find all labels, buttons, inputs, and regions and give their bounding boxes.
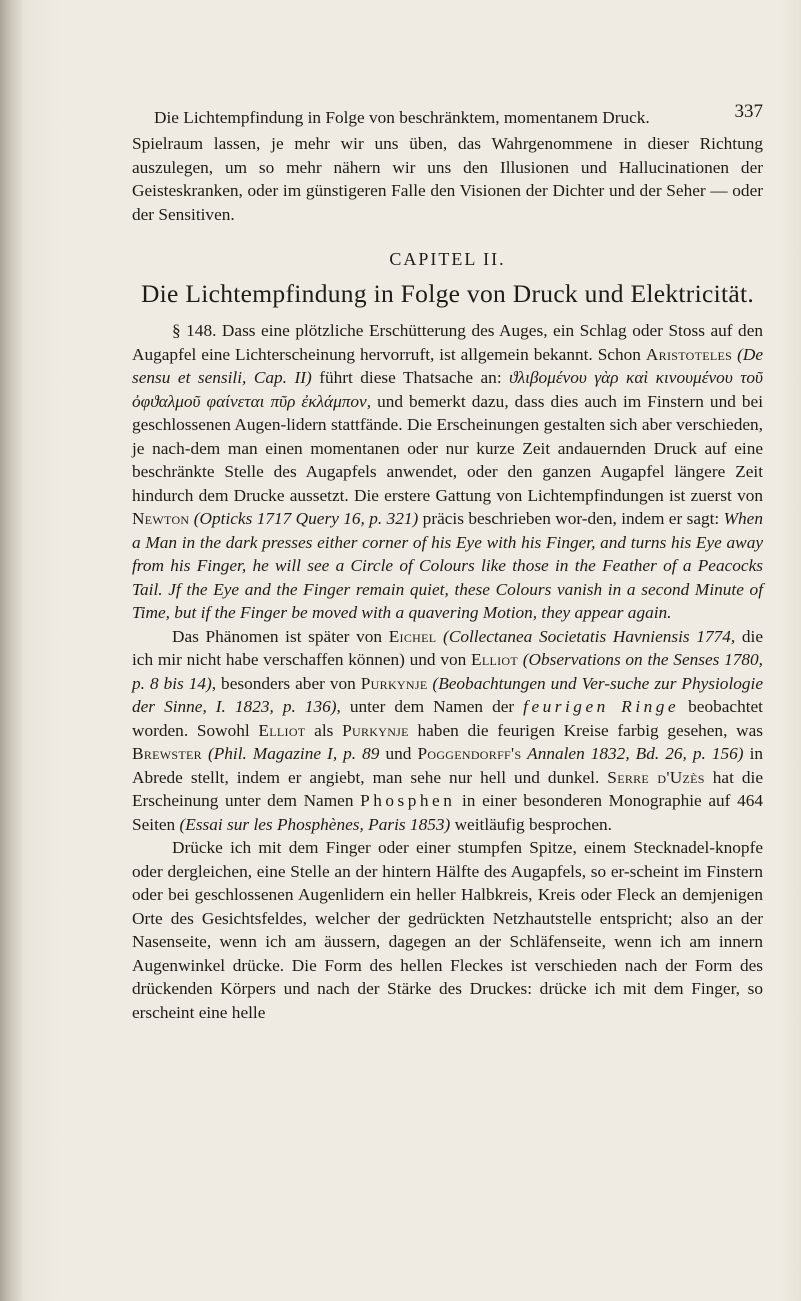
author-elliot: Elliot: [258, 720, 306, 740]
term-feurige-ringe: feurigen Ringe: [523, 697, 680, 716]
author-newton: Newton: [132, 509, 190, 528]
paragraph-history: [132, 625, 763, 837]
text-run: § 148. Dass eine plötzliche Erschütterung des Auges, ein Schlag oder Stoss auf den Augapfel eine Lichterscheinung hervorruft, ist allgemein bekannt. Schon: [132, 321, 763, 364]
text-run: haben die feurigen Kreise farbig gesehen, was: [408, 720, 763, 740]
page-content: [132, 100, 763, 1024]
book-spine-shadow: [0, 0, 22, 1301]
newton-quote: When a Man in the dark presses either corner of his Eye with his Finger, and turns his Eye away from his Finger, he will see a Circle of Colours like those in the Feather of a Peacocks Tail. Jf the Eye and the Finger remain quiet, these Colours vanish in a second Minute of Time, but if the Finger be moved with a quavering Motion, they appear again.: [132, 509, 763, 622]
text-run: in Abrede stellt, indem er angiebt, man sehe nur hell und dunkel.: [132, 744, 764, 787]
author-purkynje: Purkynje: [342, 720, 409, 740]
running-header: [132, 100, 763, 130]
running-head: Die Lichtempfindung in Folge von beschränktem, momentanem Druck.: [154, 108, 650, 127]
reference: (Observations on the Senses 1780, p. 8 bis 14): [132, 650, 763, 693]
text-run: als: [305, 720, 343, 740]
author-serre: Serre d'Uzès: [607, 767, 705, 787]
text-run: die ich mir nicht habe verschaffen können) und von: [132, 626, 763, 669]
text-run: , besonders aber von: [211, 673, 361, 693]
author-elliot: Elliot: [471, 650, 519, 669]
reference: (Opticks 1717 Query 16, p. 321): [189, 509, 419, 528]
text-run: führt diese Thatsache an:: [311, 368, 510, 387]
greek-quote: ϑλιβομένου γὰρ καὶ κινουμένου τοῦ ὀφϑαλμοῦ φαίνεται πῦρ ἐκλάμπον,: [132, 368, 763, 411]
text-run: Das Phänomen ist später von: [172, 626, 389, 646]
author-purkynje: Purkynje: [360, 673, 428, 693]
text-run: präcis beschrieben wor-den, indem er sagt:: [418, 509, 724, 528]
author-brewster: Brewster: [132, 744, 202, 763]
text-run: in einer besonderen Monographie auf 464 Seiten: [132, 791, 763, 834]
text-run: und bemerkt dazu, dass dies auch im Finstern und bei geschlossenen Augen-lidern stattfände. Die Erscheinungen gestalten sich aber verschieden, je nach-dem man einen momentanen oder nur kurze Zeit andauernden Druck auf eine beschränkte Stelle des Augapfels anwendet, oder den ganzen Augapfel längere Zeit hindurch dem Drucke aussetzt. Die erstere Gattung von Lichtempfindungen ist zuerst von: [132, 391, 763, 505]
author-poggendorff: Poggendorff's: [417, 744, 522, 763]
text-run: weitläufig besprochen.: [450, 814, 612, 834]
author-aristoteles: Aristoteles: [645, 344, 733, 364]
chapter-title: Die Lichtempfindung in Folge von Druck und Elektricität.: [140, 278, 755, 308]
text-run: , unter dem Namen der: [336, 697, 524, 716]
reference: Annalen 1832, Bd. 26, p. 156): [521, 744, 744, 763]
reference: (Collectanea Societatis Havniensis 1774,: [436, 626, 736, 646]
intro-paragraph: Spielraum lassen, je mehr wir uns üben, das Wahrgenommene in dieser Richtung auszulegen, um so mehr nähern wir uns den Illusionen und Hallucinationen der Geisteskranken, oder im günstigeren Falle den Visionen der Dichter und der Seher — oder der Sensitiven.: [132, 134, 763, 224]
text-run: und: [379, 744, 418, 763]
paragraph-pressure: Drücke ich mit dem Finger oder einer stumpfen Spitze, einem Stecknadel-knopfe oder dergleichen, eine Stelle an der hintern Hälfte des Augapfels, so er-scheint im Finstern oder bei geschlossenen Augenlidern ein heller Halbkreis, Kreis oder Fleck an demjenigen Orte des Gesichtsfeldes, welcher der gedrückten Netzhautstelle entspricht; also an der Nasenseite, wenn ich am äussern, dagegen an der Schläfenseite, wenn ich am innern Augenwinkel drücke. Die Form des hellen Fleckes ist verschieden nach der Form des drückenden Körpers und nach der Stärke des Druckes: drücke ich mit dem Finger, so erscheint eine helle: [132, 838, 763, 1022]
reference: (Beobachtungen und Ver-suche zur Physiologie der Sinne, I. 1823, p. 136): [132, 673, 763, 716]
reference: (Phil. Magazine I, p. 89: [201, 744, 380, 763]
text-run: beobachtet worden. Sowohl: [132, 697, 763, 740]
paragraph-148: [132, 319, 763, 625]
chapter-heading: CAPITEL II.: [389, 249, 506, 269]
reference: (De sensu et sensili, Cap. II): [132, 344, 763, 387]
page-number: 337: [734, 101, 763, 122]
text-run: hat die Erscheinung unter dem Namen: [132, 767, 763, 810]
reference: (Essai sur les Phosphènes, Paris 1853): [179, 814, 451, 834]
author-eichel: Eichel: [388, 626, 437, 646]
term-phosphen: Phosphen: [360, 791, 456, 810]
